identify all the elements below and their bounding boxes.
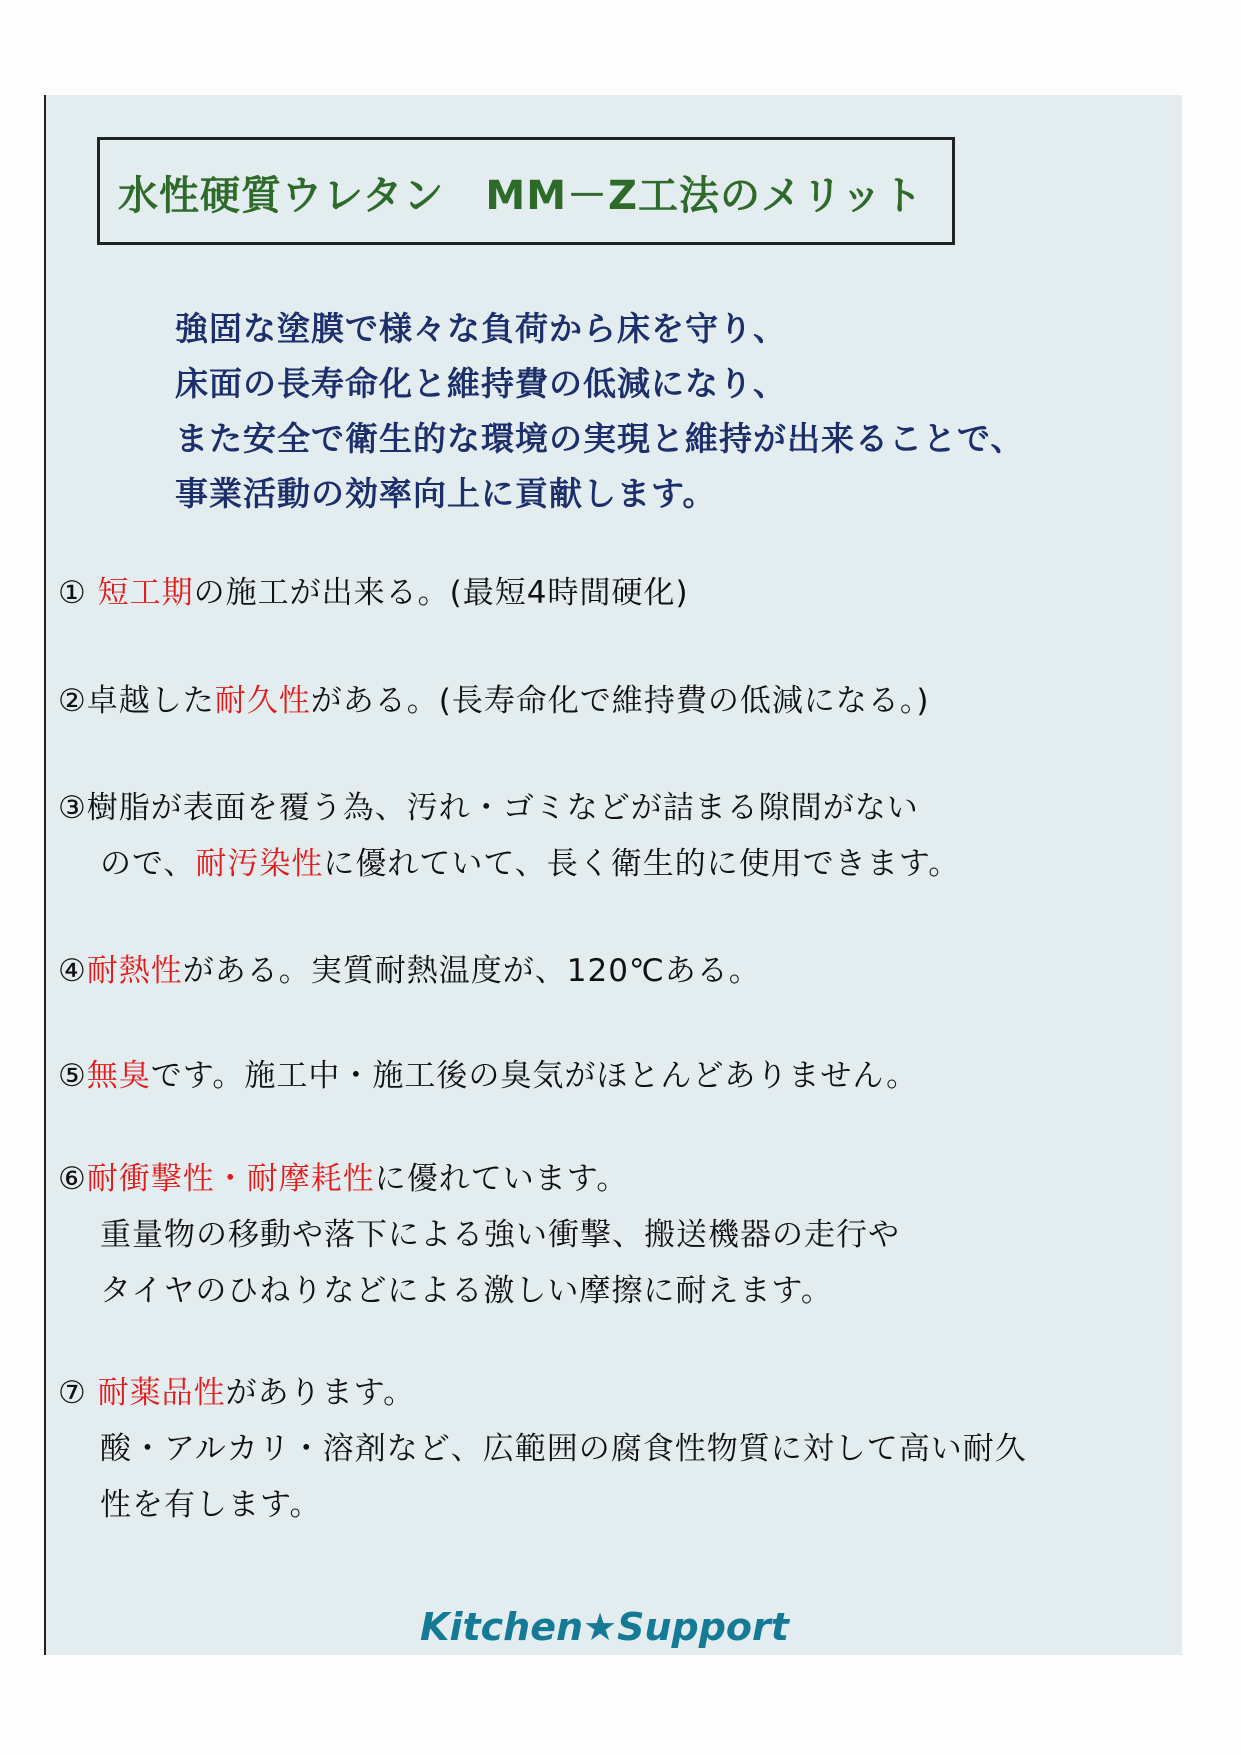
text: がある。(長寿命化で維持費の低減になる。) — [310, 683, 930, 719]
item-number: ② — [58, 683, 87, 719]
merit-item-6 — [58, 1153, 628, 1198]
text: に優れていて、長く衛生的に使用できます。 — [323, 846, 961, 882]
highlight: 耐衝撃性・耐摩耗性 — [86, 1161, 375, 1197]
merit-item-7-detail: 酸・アルカリ・溶剤など、広範囲の腐食性物質に対して高い耐久 — [100, 1431, 1027, 1467]
text: 卓越した — [86, 683, 215, 719]
text: に優れています。 — [374, 1161, 629, 1197]
text: 樹脂が表面を覆う為、汚れ・ゴミなどが詰まる隙間がない — [86, 790, 919, 826]
item-number: ④ — [58, 953, 87, 989]
item-number: ③ — [58, 790, 87, 826]
item-number: ① — [58, 575, 87, 611]
intro-line: 強固な塗膜で様々な負荷から床を守り、 — [175, 309, 787, 348]
merit-item-6-detail: 重量物の移動や落下による強い衝撃、搬送機器の走行や — [100, 1217, 900, 1253]
highlight: 耐汚染性 — [195, 846, 324, 882]
highlight: 耐薬品性 — [97, 1375, 226, 1411]
item-number: ⑦ — [58, 1375, 87, 1411]
highlight: 無臭 — [86, 1058, 151, 1094]
kitchen-support-logo: Kitchen★Support — [420, 1605, 789, 1649]
merit-item-4 — [58, 945, 761, 990]
page-title: 水性硬質ウレタン MM－Z工法のメリット — [118, 173, 924, 219]
text: の施工が出来る。(最短4時間硬化) — [193, 575, 689, 611]
merit-item-6-detail: タイヤのひねりなどによる激しい摩擦に耐えます。 — [100, 1273, 833, 1309]
highlight: 短工期 — [97, 575, 194, 611]
text — [87, 575, 98, 611]
merit-item-1 — [58, 567, 689, 612]
text: がある。実質耐熱温度が、120℃ある。 — [182, 953, 761, 989]
item-3-line-2 — [100, 838, 960, 883]
intro-line: 床面の長寿命化と維持費の低減になり、 — [175, 364, 787, 403]
merit-item-3 — [58, 782, 919, 827]
merit-item-2 — [58, 675, 929, 720]
highlight: 耐久性 — [214, 683, 311, 719]
item-number: ⑥ — [58, 1161, 87, 1197]
text: があります。 — [225, 1375, 416, 1411]
text: です。施工中・施工後の臭気がほとんどありません。 — [150, 1058, 919, 1094]
item-number: ⑤ — [58, 1058, 87, 1094]
merit-item-5 — [58, 1050, 918, 1095]
text — [87, 1375, 98, 1411]
intro-line: また安全で衛生的な環境の実現と維持が出来ることで、 — [175, 419, 1025, 458]
highlight: 耐熱性 — [86, 953, 183, 989]
text: ので、 — [100, 846, 196, 882]
merit-item-7 — [58, 1367, 415, 1412]
intro-line: 事業活動の効率向上に貢献します。 — [175, 474, 717, 513]
title-box — [97, 137, 955, 245]
merit-item-7-detail: 性を有します。 — [100, 1487, 322, 1523]
